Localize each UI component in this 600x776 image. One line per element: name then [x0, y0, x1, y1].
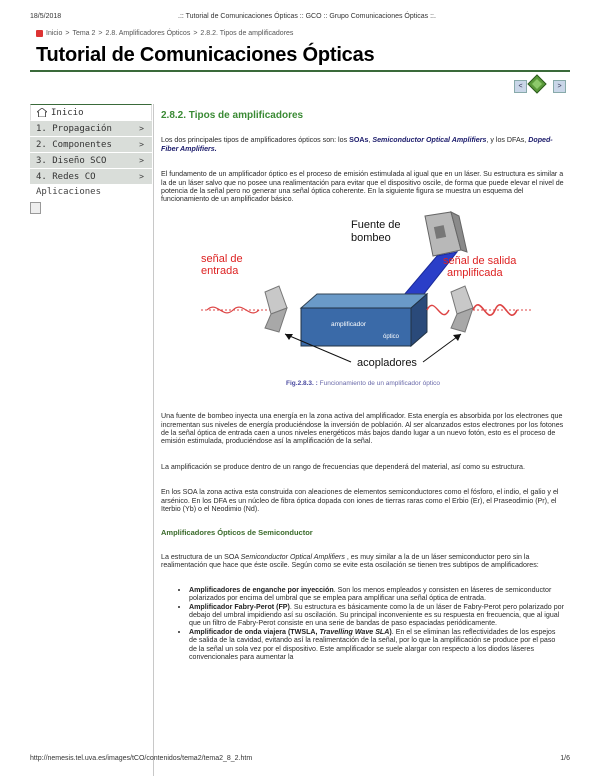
sidebar-item-label: 3. Diseño SCO	[36, 155, 107, 166]
breadcrumb-current: 2.8.2. Tipos de amplificadores	[200, 30, 294, 37]
sidebar	[30, 104, 152, 197]
subheading-soa: Amplificadores Ópticos de Semiconductor	[161, 527, 313, 537]
paragraph-materiales: En los SOA la zona activa esta construida con aleaciones de elementos semiconductores como el fósforo, el indio, el galio y el arsénico. En los DFA es un núcleo de fibra óptica dopada con iones de tierras raras como el Erbio (Er), el Praseodimio (Pr), el Iterbio (Yb) o el Neodimio (Nd).	[161, 488, 559, 514]
print-date: 18/5/2018	[30, 13, 62, 20]
breadcrumb-separator: >	[65, 30, 70, 37]
dfa-full-term: Doped-Fiber Amplifiers.	[161, 136, 553, 153]
header-divider	[30, 70, 570, 72]
paragraph-bombeo: Una fuente de bombeo inyecta una energía en la zona activa del amplificador. Esta energía es absorbida por los electrones que incrementan sus niveles de energía produciéndose la inversión de población. Al ser alcanzados estos electrones por los fotones de la señal óptica de entrada caen a unos niveles energéticos más bajos dando lugar a un nuevo fotón, esto es el proceso de emisión estimulada, produciéndose así la amplificación de la señal.	[161, 412, 564, 446]
intro-paragraph: Los dos principales tipos de amplificadores ópticos son: los SOAs, Semiconductor Optical Amplifiers, y los DFAs, Doped-Fiber Amplifiers.	[161, 136, 553, 153]
output-label-2: amplificada	[447, 266, 503, 279]
pump-label-2: bombeo	[351, 231, 391, 244]
sidebar-item-diseno-sco[interactable]	[30, 153, 152, 169]
list-item: • Amplificador Fabry-Perot (FP). Su estructura es básicamente como la de un láser de Fabry-Perot pero polarizado por debajo del umbral impidiendo así su oscilación. Su principal inconveniente es su respuesta en frecuencia, que al igual que un filtro de Fabry-Perot consiste en una serie de bandas de paso espaciadas periódicamente.	[189, 603, 565, 628]
amplifier-subtypes-list	[161, 586, 565, 662]
amplifier-label: amplificador	[331, 320, 367, 328]
page-number: 1/6	[560, 755, 570, 762]
paragraph-fundamento: El fundamento de un amplificador óptico es el proceso de emisión estimulada al igual que en un láser. Su estructura es similar a la de un láser salvo que no posee una realimentación para evitar que el dispositivo oscile, de forma que puede elevar el nivel de potencia de la señal pero no generar una señal óptica coherente. En la siguiente figura se muestra un esquema del funcionamiento de un amplificador básico.	[161, 170, 564, 204]
next-page-button[interactable]: >	[553, 80, 566, 93]
paragraph-soa: La estructura de un SOA Semiconductor Optical Amplifiers , es muy similar a la de un láser semiconductor pero sin la realimentación que hace que éste oscile. Según como se evite esta oscilación se tienen tres subtipos de amplificadores:	[161, 552, 539, 570]
input-label-2: entrada	[201, 264, 239, 277]
sidebar-item-inicio[interactable]	[30, 104, 152, 121]
sidebar-item-propagacion[interactable]	[30, 121, 152, 137]
paragraph-rango: La amplificación se produce dentro de un rango de frecuencias que dependerá del material, así como su estructura.	[161, 462, 525, 471]
page-url: http://nemesis.tel.uva.es/images/tCO/contenidos/tema2/tema2_8_2.htm	[30, 755, 253, 762]
breadcrumb-separator: >	[98, 30, 103, 37]
right-coupler-icon	[451, 286, 473, 332]
pump-source-icon	[425, 212, 467, 256]
soa-full-term: Semiconductor Optical Amplifiers	[372, 136, 487, 145]
list-item: • Amplificador de onda viajera (TWSLA, Travelling Wave SLA). En el se eliminan las reflectividades de los espejos de salida de la cavidad, evitando así la realimentación de la señal, por lo que la amplificación se produce por el paso de la señal un sola vez por el dispositivo. Este amplificador se suele alargar con respecto a los diodos láseres convencionales para aumentar la	[189, 628, 565, 662]
home-icon[interactable]	[36, 30, 43, 37]
breadcrumb-separator: >	[193, 30, 198, 37]
breadcrumb-amplificadores[interactable]: 2.8. Amplificadores Ópticos	[105, 30, 191, 37]
chevron-right-icon: >	[139, 172, 144, 181]
pump-label-1: Fuente de	[351, 218, 401, 231]
breadcrumb-home[interactable]: Inicio	[46, 30, 63, 37]
figure-number: Fig.2.8.3. :	[286, 379, 318, 387]
broken-image-icon	[30, 202, 41, 214]
content-divider	[153, 104, 154, 776]
soa-term: SOAs	[349, 136, 369, 145]
prev-page-button[interactable]: <	[514, 80, 527, 93]
sidebar-item-label: 4. Redes CO	[36, 171, 96, 182]
main-content	[161, 112, 565, 661]
breadcrumb	[36, 30, 293, 37]
print-footer	[30, 755, 570, 762]
section-title: 2.8.2. Tipos de amplificadores	[161, 110, 304, 121]
chevron-right-icon: >	[139, 124, 144, 133]
input-label-1: señal de	[201, 252, 243, 265]
sidebar-home-label: Inicio	[51, 107, 84, 118]
sidebar-item-componentes[interactable]	[30, 137, 152, 153]
figure-caption-text: Funcionamiento de un amplificador óptico	[319, 379, 440, 387]
site-title: Tutorial de Comunicaciones Ópticas	[36, 44, 375, 66]
print-title: .:: Tutorial de Comunicaciones Ópticas :: GCO :: Grupo Comunicaciones Ópticas ::.	[178, 13, 436, 20]
sidebar-item-label: 2. Componentes	[36, 139, 112, 150]
figure-caption	[161, 380, 565, 388]
sidebar-item-label: 1. Propagación	[36, 123, 112, 134]
left-coupler-icon	[265, 286, 287, 332]
amplifier-block	[301, 294, 427, 346]
optico-label: óptico	[383, 333, 400, 340]
amplifier-diagram	[161, 210, 565, 376]
diamond-logo-icon	[527, 74, 547, 94]
output-label-1: señal de salida	[443, 254, 517, 267]
sidebar-item-redes-co[interactable]	[30, 169, 152, 185]
house-icon	[37, 108, 47, 117]
chevron-right-icon: >	[139, 140, 144, 149]
breadcrumb-tema2[interactable]: Tema 2	[72, 30, 96, 37]
sidebar-item-aplicaciones[interactable]: Aplicaciones	[36, 187, 102, 197]
couplers-label: acopladores	[357, 356, 417, 369]
chevron-right-icon: >	[139, 156, 144, 165]
list-item: • Amplificadores de enganche por inyección. Son los menos empleados y consisten en láseres de semiconductor polarizados por encima del umbral que se emplea para amplificar una señal óptica de entrada.	[189, 586, 565, 603]
